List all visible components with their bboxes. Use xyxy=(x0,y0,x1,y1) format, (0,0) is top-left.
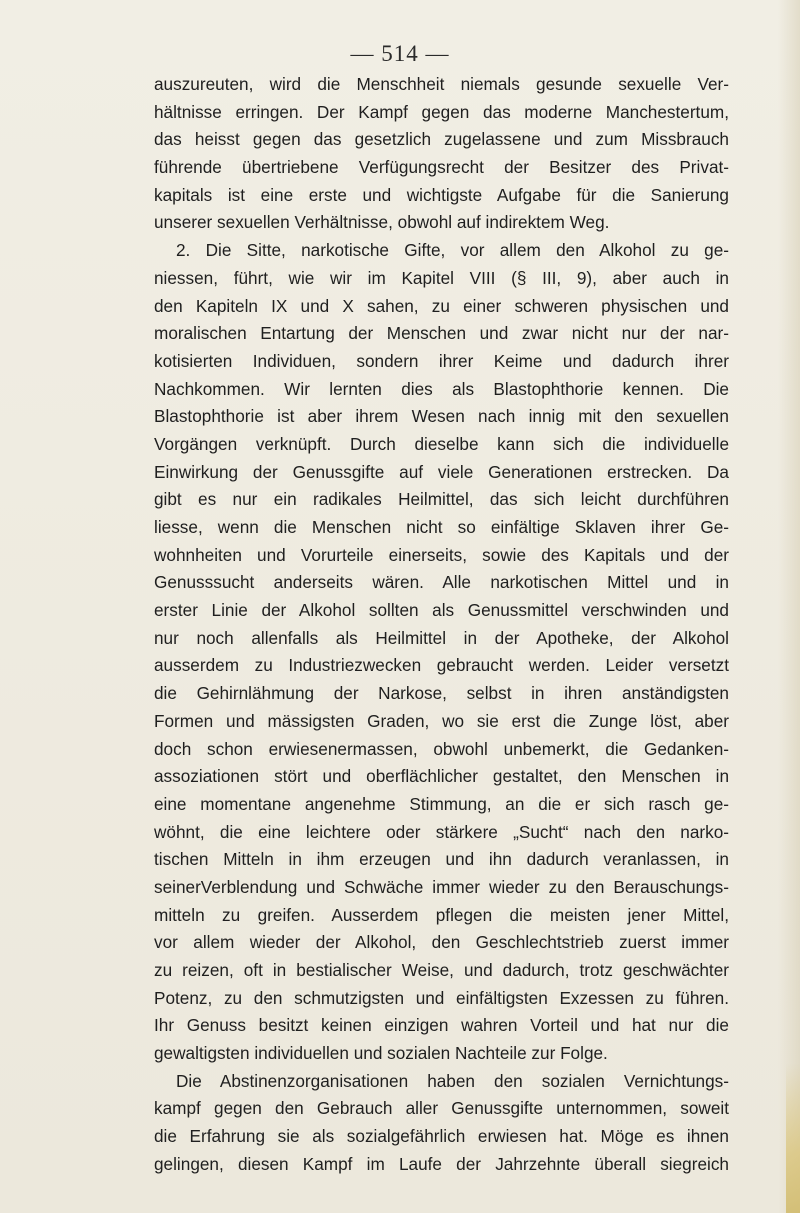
text-line: mitteln zu greifen. Ausserdem pflegen die meisten jener Mittel, xyxy=(154,904,729,925)
text-line: Blastophthorie ist aber ihrem Wesen nach innig mit den sexuellen xyxy=(154,406,729,427)
text-line: assoziationen stört und oberflächlicher gestaltet, den Menschen in xyxy=(154,766,729,787)
text-line: hältnisse erringen. Der Kampf gegen das moderne Manchestertum, xyxy=(154,101,729,122)
text-line: zu reizen, oft in bestialischer Weise, und dadurch, trotz geschwächter xyxy=(154,960,729,980)
text-line: gewaltigsten individuellen und sozialen Nachteile zur Folge. xyxy=(154,1043,608,1064)
text-line: kapitals ist eine erste und wichtigste Aufgabe für die Sanierung xyxy=(154,184,729,205)
text-line: Die Abstinenzorganisationen haben den sozialen Vernichtungs- xyxy=(176,1070,729,1091)
text-line: führende übertriebene Verfügungsrecht der Besitzer des Privat- xyxy=(154,157,729,178)
page-edge-shadow xyxy=(778,0,800,1213)
text-line: moralischen Entartung der Menschen und zwar nicht nur der nar- xyxy=(154,323,729,344)
text-line: nur noch allenfalls als Heilmittel in der Apotheke, der Alkohol xyxy=(154,627,729,648)
text-line: Formen und mässigsten Graden, wo sie erst die Zunge löst, aber xyxy=(154,710,729,731)
text-line: liesse, wenn die Menschen nicht so einfältige Sklaven ihrer Ge- xyxy=(154,517,729,537)
page-edge-stain xyxy=(786,1063,800,1213)
text-line: auszureuten, wird die Menschheit niemals gesunde sexuelle Ver- xyxy=(154,74,729,94)
text-line: den Kapiteln IX und X sahen, zu einer schweren physischen und xyxy=(154,295,729,316)
text-line: seinerVerblendung und Schwäche immer wieder zu den Berauschungs- xyxy=(154,876,729,897)
text-line: gelingen, diesen Kampf im Laufe der Jahrzehnte überall siegreich xyxy=(154,1153,729,1174)
text-line: Genusssucht anderseits wären. Alle narkotischen Mittel und in xyxy=(154,572,729,593)
text-line: die Gehirnlähmung der Narkose, selbst in ihren anständigsten xyxy=(154,683,729,704)
text-line: tischen Mitteln in ihm erzeugen und ihn dadurch veranlassen, in xyxy=(154,849,729,870)
text-line: Ihr Genuss besitzt keinen einzigen wahren Vorteil und hat nur die xyxy=(154,1015,729,1036)
text-line: unserer sexuellen Verhältnisse, obwohl auf indirektem Weg. xyxy=(154,212,610,233)
text-line: niessen, führt, wie wir im Kapitel VIII (§ III, 9), aber auch in xyxy=(154,267,729,288)
text-line: vor allem wieder der Alkohol, den Geschlechtstrieb zuerst immer xyxy=(154,932,729,953)
text-line: ausserdem zu Industriezwecken gebraucht werden. Leider versetzt xyxy=(154,655,729,676)
text-line: kotisierten Individuen, sondern ihrer Keime und dadurch ihrer xyxy=(154,350,729,371)
text-line: 2. Die Sitte, narkotische Gifte, vor allem den Alkohol zu ge- xyxy=(176,240,729,261)
text-line: Einwirkung der Genussgifte auf viele Generationen erstrecken. Da xyxy=(154,461,729,482)
text-line: doch schon erwiesenermassen, obwohl unbemerkt, die Gedanken- xyxy=(154,738,729,759)
text-line: das heisst gegen das gesetzlich zugelassene und zum Missbrauch xyxy=(154,129,729,150)
text-line: die Erfahrung sie als sozialgefährlich erwiesen hat. Möge es ihnen xyxy=(154,1126,729,1147)
body-text xyxy=(154,71,729,1179)
text-line: wöhnt, die eine leichtere oder stärkere „Sucht“ nach den narko- xyxy=(154,821,729,842)
text-line: Vorgängen verknüpft. Durch dieselbe kann sich die individuelle xyxy=(154,433,729,454)
text-line: Potenz, zu den schmutzigsten und einfältigsten Exzessen zu führen. xyxy=(154,987,729,1008)
text-line: erster Linie der Alkohol sollten als Genussmittel verschwinden und xyxy=(154,600,729,621)
text-line: wohnheiten und Vorurteile einerseits, sowie des Kapitals und der xyxy=(154,544,729,565)
text-line: gibt es nur ein radikales Heilmittel, das sich leicht durchführen xyxy=(154,489,729,510)
text-line: Nachkommen. Wir lernten dies als Blastophthorie kennen. Die xyxy=(154,378,729,399)
text-line: kampf gegen den Gebrauch aller Genussgifte unternommen, soweit xyxy=(154,1098,729,1119)
page-number: — 514 — xyxy=(350,41,450,66)
text-line: eine momentane angenehme Stimmung, an die er sich rasch ge- xyxy=(154,793,729,814)
